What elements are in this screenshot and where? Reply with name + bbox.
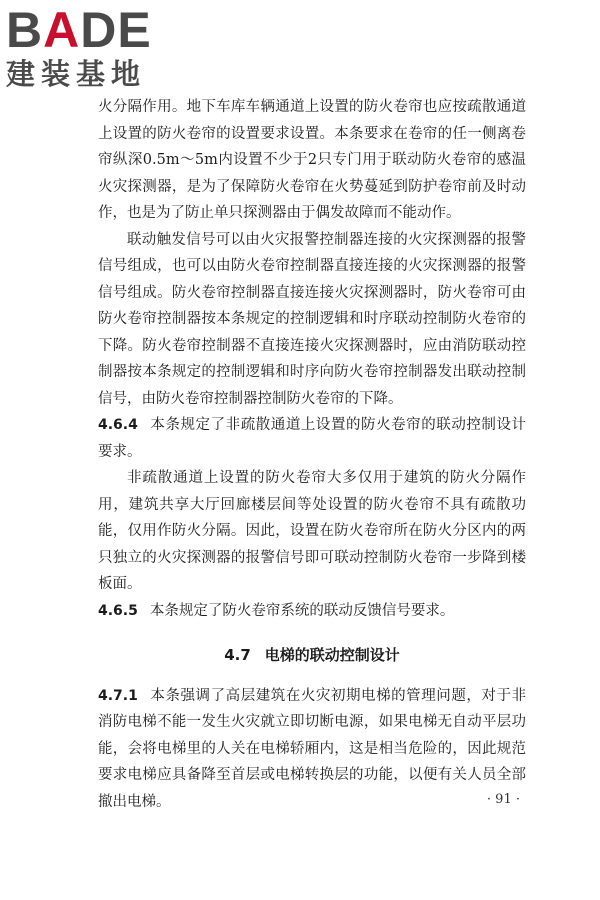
- clause-text: 本条强调了高层建筑在火灾初期电梯的管理问题，对于非消防电梯不能一发生火灾就立即切断电源，如果电梯无自动平层功能，会将电梯里的人关在电梯轿厢内，这是相当危险的，因此规范要求电梯应具备降至首层或电梯转换层的功能，以便有关人员全部撤出电梯。: [98, 687, 526, 810]
- clause-text: 本条规定了防火卷帘系统的联动反馈信号要求。: [149, 602, 455, 619]
- clause-number: 4.6.5: [98, 602, 138, 619]
- page-body: [98, 94, 526, 815]
- clause-text: 本条规定了非疏散通道上设置的防火卷帘的联动控制设计要求。: [98, 417, 526, 460]
- section-number: 4.7: [224, 646, 251, 664]
- clause-number: 4.6.4: [98, 417, 138, 433]
- paragraph-continued: 火分隔作用。地下车库车辆通道上设置的防火卷帘也应按疏散通道上设置的防火卷帘的设置要求设置。本条要求在卷帘的任一侧离卷帘纵深0.5m～5m内设置不少于2只专门用于联动防火卷帘的感温火灾探测器，是为了保障防火卷帘在火势蔓延到防护卷帘前及时动作，也是为了防止单只探测器由于偶发故障而不能动作。: [98, 99, 526, 221]
- brand-logo: [6, 4, 186, 92]
- clause-4-6-4: [98, 412, 526, 465]
- section-title: 电梯的联动控制设计: [264, 646, 400, 664]
- page-number: · 91 ·: [486, 792, 520, 807]
- paragraph-non-evacuation: 非疏散通道上设置的防火卷帘大多仅用于建筑的防火分隔作用，建筑共享大厅回廊楼层间等处设置的防火卷帘不具有疏散功能，仅用作防火分隔。因此，设置在防火卷帘所在防火分区内的两只独立的火灾探测器的报警信号即可联动控制防火卷帘一步降到楼板面。: [98, 470, 526, 592]
- logo-wordmark: BADE: [6, 2, 152, 58]
- paragraph-linkage-signal: 联动触发信号可以由火灾报警控制器连接的火灾探测器的报警信号组成，也可以由防火卷帘控制器直接连接的火灾探测器的报警信号组成。防火卷帘控制器直接连接火灾探测器时，防火卷帘可由防火卷帘控制器按本条规定的控制逻辑和时序联动控制防火卷帘的下降。防火卷帘控制器不直接连接火灾探测器时，应由消防联动控制器按本条规定的控制逻辑和时序向防火卷帘控制器发出联动控制信号，由防火卷帘控制器控制防火卷帘的下降。: [98, 231, 526, 407]
- logo-subtitle: 建装基地: [6, 59, 147, 91]
- clause-number: 4.7.1: [98, 687, 138, 704]
- section-heading-4-7: [98, 642, 526, 669]
- clause-4-6-5: [98, 598, 526, 625]
